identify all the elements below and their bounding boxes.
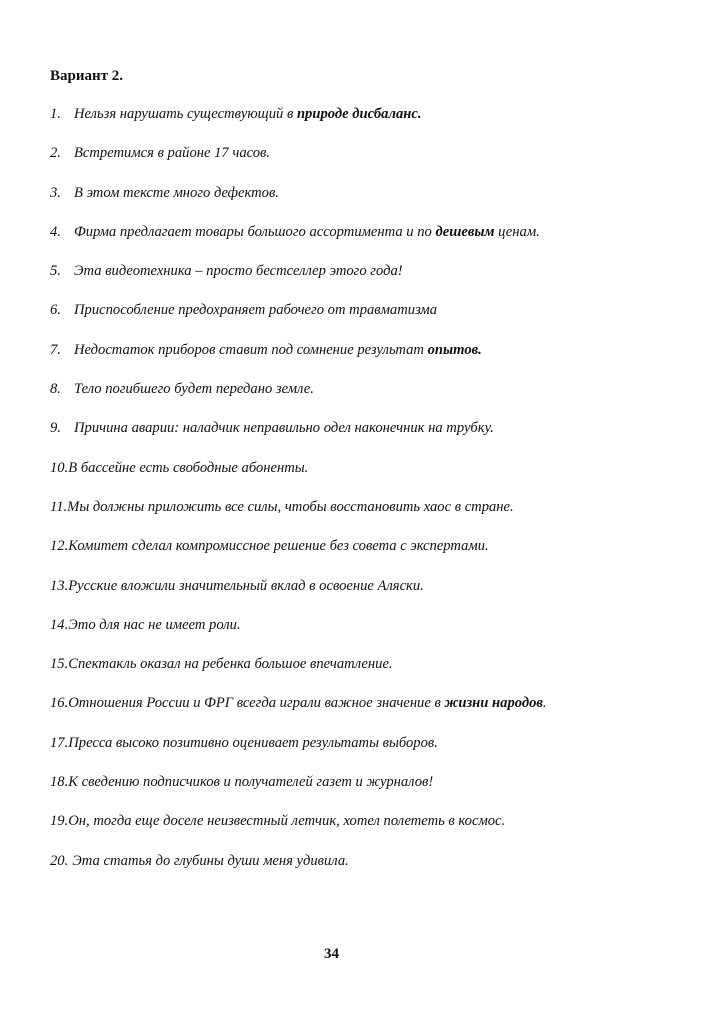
list-item bbox=[50, 420, 547, 459]
list-item bbox=[50, 813, 547, 852]
item-text: Встретимся в районе 17 часов. bbox=[74, 145, 271, 162]
list-item bbox=[50, 538, 547, 577]
list-item bbox=[50, 656, 547, 695]
item-number: 10. bbox=[50, 459, 69, 476]
item-text: Эта видеотехника – просто бестселлер этого года! bbox=[74, 263, 403, 280]
item-text: Нельзя нарушать существующий в bbox=[74, 106, 297, 122]
item-text-tail: . bbox=[542, 695, 547, 712]
item-number: 15. bbox=[50, 656, 69, 673]
item-text: Он, тогда еще доселе неизвестный летчик, хотел полететь в космос. bbox=[68, 813, 506, 830]
list-item bbox=[50, 853, 547, 892]
item-number: 16. bbox=[50, 695, 69, 712]
item-number: 9. bbox=[50, 420, 61, 437]
list-item bbox=[50, 499, 547, 538]
item-text: Приспособление предохраняет рабочего от травматизма bbox=[74, 302, 438, 319]
list-item bbox=[50, 185, 547, 224]
item-text: В этом тексте много дефектов. bbox=[74, 184, 279, 201]
item-text: Отношения России и ФРГ всегда играли важное значение в bbox=[68, 695, 445, 712]
item-number: 6. bbox=[50, 302, 61, 319]
item-number: 1. bbox=[50, 106, 61, 122]
item-text: Это для нас не имеет роли. bbox=[68, 616, 241, 633]
list-item bbox=[50, 302, 547, 341]
item-number: 7. bbox=[50, 341, 61, 358]
item-text-emphasis: дешевым bbox=[435, 223, 495, 240]
item-number: 3. bbox=[50, 184, 61, 201]
item-text: Недостаток приборов ставит под сомнение результат bbox=[74, 341, 428, 358]
list-item bbox=[50, 145, 547, 184]
list-item bbox=[50, 735, 547, 774]
item-number: 4. bbox=[50, 223, 61, 240]
list-item bbox=[50, 774, 547, 813]
item-text: Спектакль оказал на ребенка большое впечатление. bbox=[68, 656, 393, 673]
item-text: Эта статья до глубины души меня удивила. bbox=[72, 852, 349, 869]
item-number: 20. bbox=[50, 852, 69, 869]
item-text-tail: ценам. bbox=[494, 223, 540, 240]
item-number: 14. bbox=[50, 616, 69, 633]
item-text: Тело погибшего будет передано земле. bbox=[74, 381, 314, 398]
item-text: Причина аварии: наладчик неправильно одел наконечник на трубку. bbox=[74, 420, 494, 437]
list-item bbox=[50, 263, 547, 302]
list-item bbox=[50, 224, 547, 263]
sentence-list bbox=[50, 106, 547, 892]
item-text: Фирма предлагает товары большого ассортимента и по bbox=[74, 223, 436, 240]
list-item bbox=[50, 342, 547, 381]
item-text: Мы должны приложить все силы, чтобы восстановить хаос в стране. bbox=[67, 498, 514, 515]
item-text: Пресса высоко позитивно оценивает результаты выборов. bbox=[68, 734, 438, 751]
item-number: 11. bbox=[50, 498, 68, 515]
list-item bbox=[50, 460, 547, 499]
item-number: 19. bbox=[50, 813, 69, 830]
item-number: 12. bbox=[50, 538, 69, 555]
item-text: Комитет сделал компромиссное решение без совета с экспертами. bbox=[68, 538, 489, 555]
item-number: 17. bbox=[50, 734, 69, 751]
item-text-emphasis: жизни народов bbox=[444, 695, 543, 712]
item-number: 2. bbox=[50, 145, 61, 162]
list-item bbox=[50, 578, 547, 617]
item-text-emphasis: природе дисбаланс. bbox=[296, 106, 422, 122]
item-number: 13. bbox=[50, 577, 69, 594]
list-item bbox=[50, 106, 547, 145]
list-item bbox=[50, 381, 547, 420]
list-item bbox=[50, 695, 547, 734]
item-number: 8. bbox=[50, 381, 61, 398]
page-number: 34 bbox=[324, 946, 339, 962]
item-text: В бассейне есть свободные абоненты. bbox=[68, 459, 309, 476]
list-item bbox=[50, 617, 547, 656]
item-text-emphasis: опытов. bbox=[427, 341, 482, 358]
item-number: 5. bbox=[50, 263, 61, 280]
item-text: Русские вложили значительный вклад в освоение Аляски. bbox=[68, 577, 424, 594]
item-number: 18. bbox=[50, 774, 69, 791]
variant-title: Вариант 2. bbox=[50, 68, 124, 84]
item-text: К сведению подписчиков и получателей газет и журналов! bbox=[68, 774, 434, 791]
